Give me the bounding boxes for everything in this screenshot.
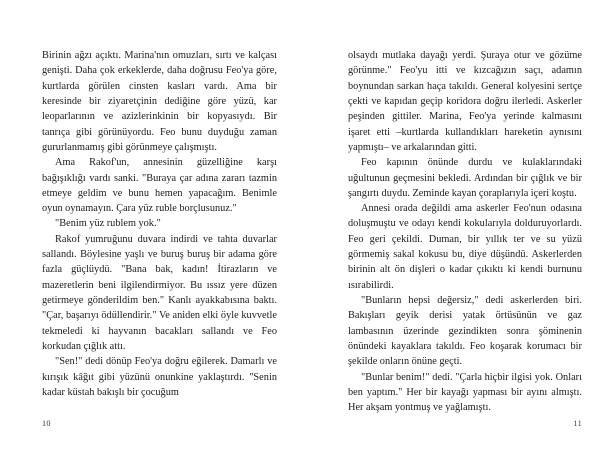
- page-number-right: 11: [573, 418, 582, 428]
- paragraph: "Benim yüz rublem yok.": [55, 218, 161, 230]
- paragraph: Ama Rakof'un, annesinin güzelliğine karşı bağışıklığı vardı sanki. "Buraya çar adına zararı tazmin etmeye geldim ve bunu hemen yapacağım. Benimle oyun oynamayın. Çara yüz ruble borçlusunuz.": [42, 157, 277, 215]
- paragraph: "Bunların hepsi değersiz," dedi askerlerden biri. Bakışları geyik derisi yatak örtüsünün ve gaz lambasının üzerinde gezindikten sonra şöminenin önündeki kayaklara takıldı. Feo koşarak korumacı bir şekilde onların önüne geçti.: [348, 295, 582, 368]
- page-left-textblock: [42, 48, 277, 400]
- paragraph: Birinin ağzı açıktı. Marina'nın omuzları, sırtı ve kalçası genişti. Daha çok erkeklerde, daha doğrusu Feo'ya göre, kurtlarda görülen cinsten kasları vardı. Ama bir keresinde bir ziyaretçinin dediğine göre yüzü, kar leoparlarının ve azizlerinkinin bir kopyasıydı. Bir tanrıça gibi görünüyordu. Feo bunu duyduğu zaman gururlanmamış gibi görünmeye çalışmıştı.: [42, 50, 277, 153]
- paragraph: "Bunlar benim!" dedi. "Çarla hiçbir ilgisi yok. Onları ben yaptım." Her bir kayağı yapması bir ayını almıştı. Her akşam yontmuş ve yağlamıştı.: [348, 371, 582, 414]
- page-number-left: 10: [42, 418, 51, 428]
- paragraph: Rakof yumruğunu duvara indirdi ve tahta duvarlar sallandı. Böylesine yaşlı ve buruş buruş bir adama göre fazla güçlüydü. "Bana bak, kadın! İtirazların ve mazeretlerin beni ilgilendirmiyor. Bu ıssız yere düzen getirmeye gönderildim ben." Kanlı ayakkabısına baktı. "Çar, başarıyı ödüllendirir." Ve aniden elki öyle kuvvetle tekmeledi ki hayvanın bacakları sallandı ve Feo korkudan çığlık attı.: [42, 233, 277, 352]
- page-right: [300, 0, 600, 456]
- page-right-textblock: [348, 48, 582, 416]
- paragraph: "Sen!" dedi dönüp Feo'ya doğru eğilerek. Damarlı ve kırışık kâğıt gibi yüzünü onunkine yaklaştırdı. "Senin kadar küstah bakışlı bir çocuğum: [42, 356, 277, 398]
- paragraph: Feo kapının önünde durdu ve kulaklarındaki uğultunun geçmesini bekledi. Ardından bir çığlık ve bir şangırtı duydu. Zeminde kayan çoraplarıyla içeri koştu.: [348, 157, 582, 199]
- paragraph: olsaydı mutlaka dayağı yerdi. Şuraya otur ve gözüme görünme." Feo'yu itti ve kızcağızın saçı, adamın boynundan sarkan haça takıldı. General kolyesini sertçe çekti ve kapıdan geçip koridora doğru ilerledi. Askerler peşinden gittiler. Marina, Feo'ya yerinde kalmasını işaret etti –kurtlarda kullandıkları hareketin aynısını yapmıştı– ve arkalarından gitti.: [348, 50, 582, 153]
- paragraph: Annesi orada değildi ama askerler Feo'nun odasına doluşmuştu ve odayı kendi kokularıyla dolduruyorlardı. Feo geri çekildi. Duman, bir yıllık ter ve su yüzü görmemiş sakal kokusu bu, diye düşündü. Askerlerden birinin alt ön dişleri o kadar çıkıktı ki kendi burnunu ısırabilirdi.: [348, 203, 582, 291]
